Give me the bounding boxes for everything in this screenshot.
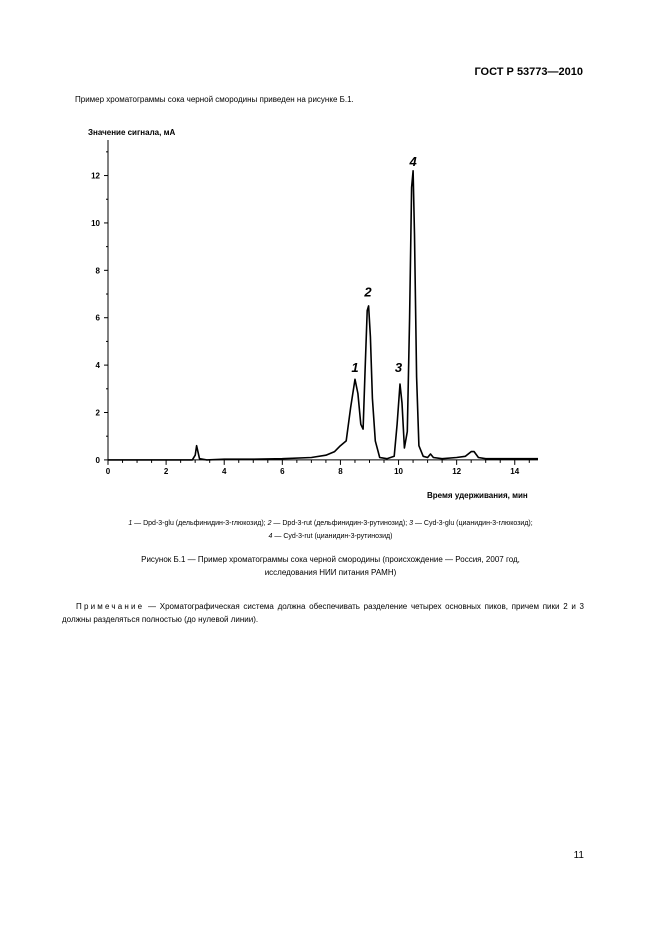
- y-axis-label: Значение сигнала, мА: [88, 128, 176, 137]
- note-label: Примечание: [76, 602, 145, 611]
- legend-line-2: [40, 530, 621, 543]
- y-tick-label: 0: [95, 455, 100, 465]
- note-paragraph: [62, 600, 584, 626]
- peak-label-3: 3: [394, 360, 403, 376]
- legend-text-3: — Cyd-3-glu (цианидин-3-глюкозид);: [413, 520, 533, 527]
- x-tick-label: 12: [452, 466, 462, 476]
- x-tick-label: 4: [221, 466, 227, 476]
- caption-line-1: Рисунок Б.1 — Пример хроматограммы сока черной смородины (происхождение — Россия, 2007 год,: [141, 555, 520, 564]
- note-text: — Хроматографическая система должна обеспечивать разделение четырех основных пиков, причем пики 2 и 3 должны разделяться полностью (до нулевой линии).: [62, 602, 584, 624]
- peak-label-2: 2: [364, 284, 372, 300]
- chromatogram-series-line: [108, 171, 538, 460]
- x-tick-label: 14: [510, 466, 520, 476]
- x-axis-label: Время удерживания, мин: [427, 491, 528, 500]
- x-tick-label: 8: [338, 466, 343, 476]
- figure-legend: [40, 517, 621, 543]
- peak-label-1: 1: [351, 360, 359, 376]
- legend-number-3: 3: [409, 520, 413, 527]
- y-tick-label: 10: [91, 218, 100, 228]
- peak-labels: [351, 154, 417, 375]
- x-axis-ticks: [106, 460, 530, 476]
- document-code: ГОСТ Р 53773—2010: [474, 66, 583, 78]
- figure-caption: [40, 553, 621, 579]
- x-tick-label: 2: [163, 466, 169, 476]
- legend-line-1: [40, 517, 621, 530]
- x-tick-label: 0: [105, 466, 111, 476]
- peak-label-4: 4: [409, 154, 417, 170]
- x-tick-label: 10: [394, 466, 403, 476]
- caption-line-2: исследования НИИ питания РАМН): [264, 568, 397, 577]
- legend-text-4: — Cyd-3-rut (цианидин-3-рутинозид): [272, 533, 393, 540]
- y-tick-label: 4: [95, 361, 100, 371]
- y-axis-ticks: [91, 152, 108, 465]
- y-tick-label: 12: [91, 171, 100, 181]
- intro-text: Пример хроматограммы сока черной смородины приведен на рисунке Б.1.: [75, 95, 354, 104]
- page-number: 11: [573, 850, 584, 861]
- legend-text-2: — Dpd-3-rut (дельфинидин-3-рутинозид);: [271, 520, 410, 527]
- legend-number-1: 1: [128, 520, 133, 527]
- x-tick-label: 6: [280, 466, 285, 476]
- legend-number-4: 4: [268, 533, 273, 540]
- chromatogram-chart: [78, 122, 548, 507]
- legend-number-2: 2: [267, 520, 272, 527]
- legend-text-1: — Dpd-3-glu (дельфинидин-3-глюкозид);: [132, 520, 268, 527]
- y-tick-label: 2: [95, 408, 100, 418]
- y-tick-label: 6: [95, 313, 100, 323]
- y-tick-label: 8: [95, 266, 100, 276]
